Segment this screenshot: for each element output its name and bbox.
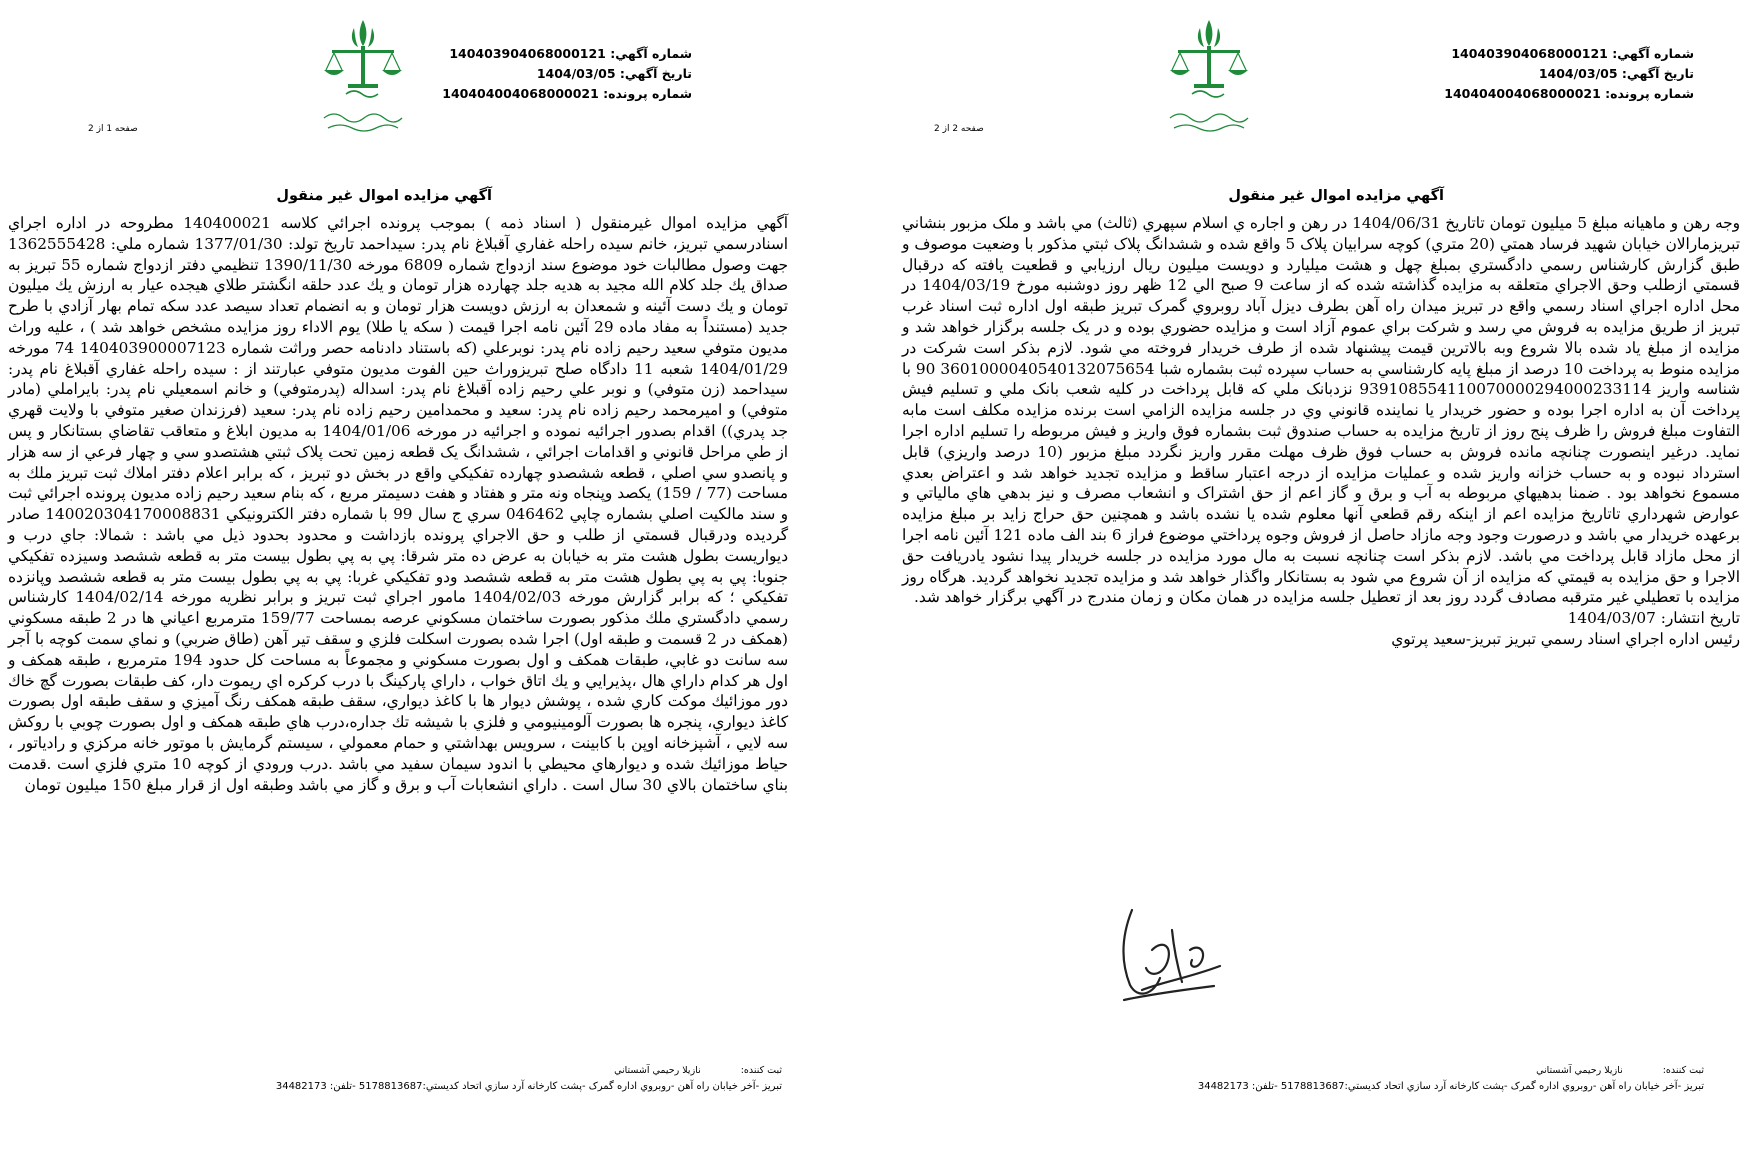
ad-paragraph: وجه رهن و ماهيانه مبلغ 5 ميليون تومان تاتاريخ 1404/06/31 در رهن و اجاره ي اسلام سپهري (ثالث) مي باشد و ملک مزبور بنشاني تبريزمارالان خيابان شهيد فرساد همتي (20 متري) كوچه سرابيان پلاک 5 واقع شده و ششدانگ پلاک ثبتي مذكور با وضعيت موصوف و طبق گزارش كارشناس رسمي دادگستري بمبلغ چهل و هشت ميليارد و دويست ميليون ريال ارزيابي و قطعيت يافته كه درقبال قسمتي ازطلب وحق الاجراي متعلقه به مزايده گذاشته شده كه از ساعت 9 صبح الي 12 ظهر روز دوشنبه مورخ 1404/03/19 در محل اداره اجراي اسناد رسمي واقع در تبريز ميدان راه آهن بطرف ديزل آباد روبروي گمرک تبريز طبقه اول اداره ثبت اسناد غرب تبريز از طريق مزايده به فروش مي رسد و شركت براي عموم آزاد است و مزايده حضوري بوده و در يک جلسه برگزار خواهد شد و مزايده از مبلغ ياد شده بالا شروع وبه بالاترين قيمت پيشنهاد شده از طرف خريدار فروخته مي شود. لازم بذكر است شركت در مزايده منوط به پرداخت 10 درصد از مبلغ پايه كارشناسي به حساب سپرده ثبت بشماره شبا 3601000040540132075654 90 با شناسه واريز 939108554110070000294000233114 نزدبانک ملي كه قابل پرداخت در كليه شعب بانک ملي و تسليم فيش پرداخت آن به اداره اجرا بوده و حضور خريدار يا نماينده قانوني وي در جلسه مزايده الزامي است برنده مزايده مكلف است مابه التفاوت مبلغ فروش را ظرف پنج روز از تاريخ مزايده به حساب صندوق ثبت بشماره فوق واريز و فيش مربوطه را تسليم اداره اجرا نمايد. درغير اينصورت چنانچه مانده فروش به حساب فوق ظرف مهلت مقرر واريز نگردد مبلغ مزبور (10 درصد واريزي) قابل استرداد نبوده و به حساب خزانه واريز شده و عمليات مزايده از درجه اعتبار ساقط و مزايده تجديد خواهد شد و اعتراض بعدي مسموع نخواهد بود . ضمنا بدهيهاي مربوطه به آب و برق و گاز اعم از حق اشتراک و انشعاب مصرف و نيز بدهي هاي مالياتي و عوارض شهرداري تاتاريخ مزايده اعم از اينكه رقم قطعي آنها معلوم شده يا نشده باشد و همچنين حق حراج زايد بر مبلغ مزايده برعهده خريدار مي باشد و درصورت وجود وجه مازاد حاصل از فروش وجوه پرداختي موضوع فراز 6 بند الف ماده 121 آئين نامه اجرا از محل مازاد قابل پرداخت مي باشد. لازم بذكر است چنانچه نسبت به مال مورد مزايده در جلسه خريدار پيدا نشود يادريافت حق الاجرا و حق مزايده به قيمتي كه مزايده از آن شروع مي شود به بستانكار واگذار خواهد شد و مزايده تجديد نخواهد گرديد. هرگاه روز مزايده با تعطيلي غير مترقبه مصادف گردد روز بعد از تعطيل جلسه مزايده در همان مكان و زمان مندرج در آگهي برگزار خواهد شد.	[902, 214, 1741, 607]
ad-number: شماره آگهي: 140403904068000121	[449, 46, 692, 61]
document-page-2	[882, 0, 1764, 1167]
office-address: تبريز -آخر خيابان راه آهن -روبروي اداره گمرک -پشت كارخانه آرد سازي اتحاد كديستي:5178813687 -تلفن: 34482173	[1197, 1081, 1704, 1092]
page-number: صفحه 2 از 2	[934, 124, 984, 134]
ad-number: شماره آگهي: 140403904068000121	[1451, 46, 1694, 61]
ad-meta	[1444, 44, 1694, 104]
page-footer	[904, 1063, 1704, 1095]
registrar-name: نازيلا رحيمي آشستاني	[1536, 1065, 1623, 1076]
ad-body	[902, 213, 1740, 650]
file-number: شماره پرونده: 140404004068000021	[1444, 86, 1694, 101]
ad-heading: آگهي مزايده اموال غير منقول	[1228, 188, 1444, 204]
ad-paragraph: آگهي مزايده اموال غيرمنقول ( اسناد ذمه ) بموجب پرونده اجرائي كلاسه 140400021 مطروحه در اداره اجراي اسنادرسمي تبريز، خانم سيده راحله غفاري آقبلاغ نام پدر: سيداحمد تاريخ تولد: 1377/01/30 شماره ملي: 1362555428 جهت وصول مطالبات خود موضوع سند ازدواج شماره 6809 مورخه 1390/11/30 تنظيمي دفتر ازدواج شماره 55 تبريز به صداق يك جلد كلام الله مجيد به هديه جلد چهارده هزار تومان و يك عدد حلقه انگشتر طلاي هيجده عيار به ارزش يك ميليون تومان و يك دست آئينه و شمعدان به ارزش دويست هزار تومان و به انضمام تعداد سيصد عدد سكه تمام بهار آزادي با طرح جديد (مستنداً به مفاد ماده 29 آئين نامه اجرا قيمت ( سكه يا طلا) يوم الاداء روز مزايده مشخص خواهد شد ) ، عليه وراث مديون متوفي سعيد رحيم زاده نام پدر: نوبرعلي (كه باستناد دادنامه حصر وراثت شماره 140403900007123 74 مورخه 1404/01/29 شعبه 11 دادگاه صلح تبريزوراث حين الفوت مديون متوفي عبارتند از : سيده راحله غفاري آقبلاغ نام پدر: سيداحمد (زن متوفي) و نوبر علي رحيم زاده آقبلاغ نام پدر: اسداله (پدرمتوفي) و خانم اسمعيلي نام پدر: بايراملي (مادر متوفي) و اميرمحمد رحيم زاده نام پدر: سعيد و محمدامين رحيم زاده نام پدر: سعيد (فرزندان صغير متوفي با ولايت قهري جد پدري)) اقدام بصدور اجرائيه نموده و اجرائيه در مورخه 1404/01/06 به مديون ابلاغ و متعاقب تقاضاي بستانكار و پس از طي مراحل قانوني و اقدامات اجرائي ، ششدانگ يک قطعه زمين تحت پلاک ثبتي هشتصدو سي و چهار فرعي از سه هزار و پانصدو سي اصلي ، قطعه ششصدو چهارده تفكيكي واقع در بخش دو تبريز ، كه برابر اعلام دفتر املاك ثبت تبريز ملك به مساحت (77 / 159) يكصد وپنجاه ونه متر و هفتاد و هفت دسيمتر مربع ، كه بنام سعيد رحيم زاده مديون پرونده اجرائي ثبت و سند مالكيت اصلي بشماره چاپي 046462 سري ج سال 99 با شماره دفتر الكترونيكي 140020304170008831 صادر گرديده ودرقبال قسمتي از طلب و حق الاجراي پرونده بازداشت و محدود بحدود ذيل مي باشد : شمالا: جاي درب و ديواريست بطول هشت متر به خيابان به عرض ده متر شرقا: پي به پي بطول بيست متر به قطعه ششصد وسيزده تفكيكي جنوبا: پي به پي بطول هشت متر به قطعه ششصد ودو تفكيكي غربا: پي به پي بطول بيست متر به قطعه ششصد وپانزده تفكيكي ؛ كه برابر گزارش مورخه 1404/02/03 مامور اجراي ثبت تبريز و برابر نظريه مورخه 1404/02/14 كارشناس رسمي دادگستري ملك مذكور بصورت ساختمان مسكوني عرصه بمساحت 159/77 مترمربع اعياني ها در 2 طبقه مسكوني (همكف در 2 قسمت و طبقه اول) اجرا شده بصورت اسكلت فلزي و سقف تير آهن (طاق ضربي) و نماي سمت كوچه با آجر سه سانت دو غابي، طبقات همكف و اول بصورت مسكوني و مجموعاً به مساحت كل حدود 194 مترمربع ، طبقه همكف و اول هر كدام داراي هال ،پذيرايي و يك اتاق خواب ، داراي پاركينگ با درب كركره اي ريموت دار، كف طبقات بصورت گچ خاك دور موزائيك موكت كاري شده ، پوشش ديوار ها با كاغذ ديواري، سقف طبقه همكف رنگ آميزي و سقف طبقه اول بصورت كاغذ ديواري، پنجره ها بصورت آلومينيومي و فلزي با شيشه تك جداره،درب هاي طبقه همكف و اول بصورت چوبي با روكش سه لايي ، آشپزخانه اوپن با كابينت ، سرويس بهداشتي و حمام معمولي ، سيستم گرمايش با موتور خانه مركزي و رادياتور ، حياط موزائيك شده و ديوارهاي محيطي با اندود سيمان سفيد مي باشد .درب ورودي از كوچه 10 متري فلزي است .قدمت بناي ساختمان بالاي 30 سال است . داراي انشعابات آب و برق و گاز مي باشد وطبقه اول از قرار مبلغ 150 ميليون تومان	[8, 214, 789, 794]
judiciary-emblem-icon	[318, 14, 408, 149]
judiciary-emblem-icon	[1164, 14, 1254, 149]
office-address: تبريز -آخر خيابان راه آهن -روبروي اداره گمرک -پشت كارخانه آرد سازي اتحاد كديستي:5178813687 -تلفن: 34482173	[275, 1081, 782, 1092]
handwritten-signature-icon	[1102, 890, 1232, 1010]
registrar-label: ثبت كننده:	[740, 1065, 782, 1076]
file-number: شماره پرونده: 140404004068000021	[442, 86, 692, 101]
ad-meta	[442, 44, 692, 104]
signatory: رئيس اداره اجراي اسناد رسمي تبريز تبريز-سعيد پرتوي	[1391, 629, 1740, 648]
page-footer	[22, 1063, 782, 1095]
ad-heading: آگهي مزايده اموال غير منقول	[276, 188, 492, 204]
publish-date: تاريخ انتشار: 1404/03/07	[1567, 609, 1740, 628]
ad-date: تاريخ آگهي: 1404/03/05	[1538, 66, 1694, 81]
ad-body	[8, 213, 788, 795]
page-number: صفحه 1 از 2	[88, 124, 138, 134]
ad-date: تاريخ آگهي: 1404/03/05	[536, 66, 692, 81]
registrar-label: ثبت كننده:	[1662, 1065, 1704, 1076]
registrar-name: نازيلا رحيمي آشستاني	[614, 1065, 701, 1076]
